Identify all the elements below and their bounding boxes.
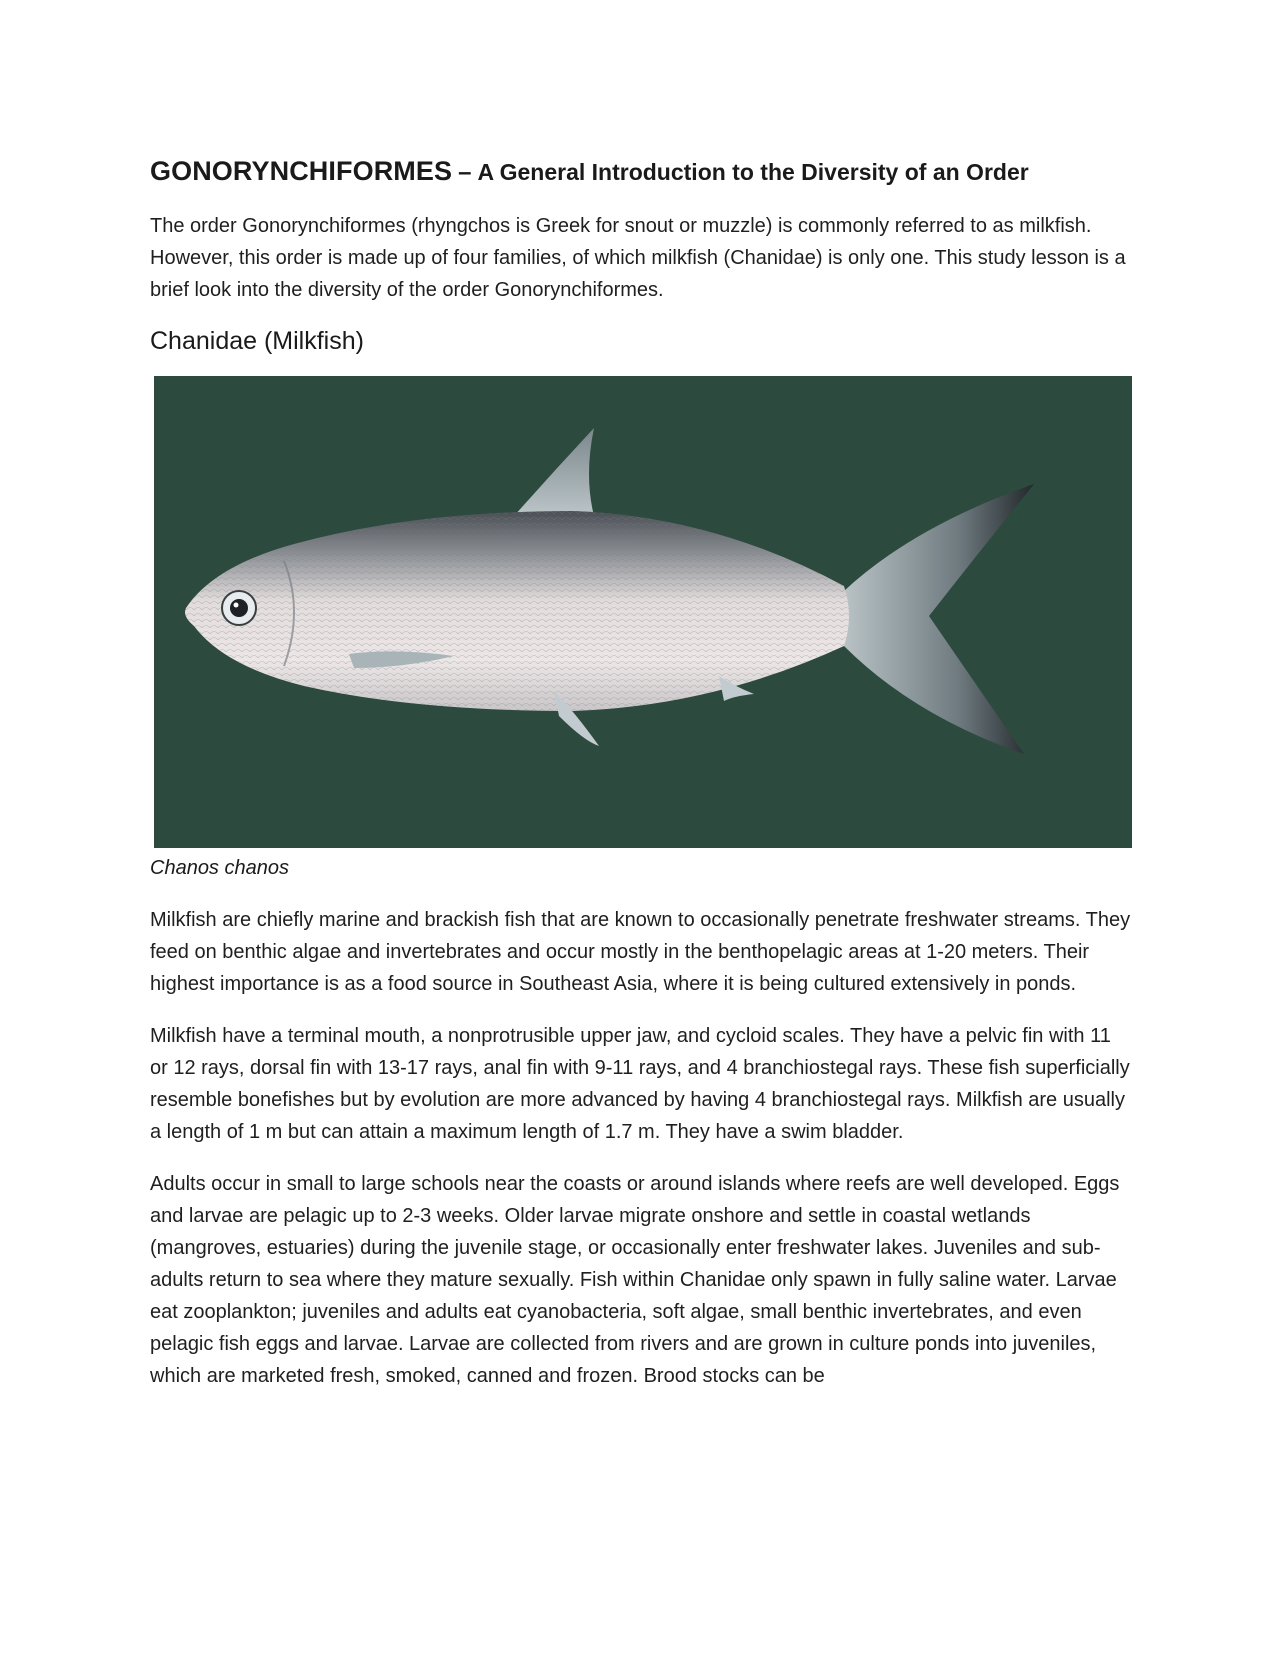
title-separator: – [458,159,472,186]
milkfish-photo [154,376,1132,848]
paragraph-habitat: Milkfish are chiefly marine and brackish fish that are known to occasionally penetrate freshwater streams. They feed on benthic algae and invertebrates and occur mostly in the benthopelagic areas at 1-20 meters. Their highest importance is as a food source in Southeast Asia, where it is being cultured extensively in ponds. [150,909,1131,996]
figure-caption: Chanos chanos [150,857,289,880]
title-main: GONORYNCHIFORMES [150,156,453,186]
paragraph-lifecycle: Adults occur in small to large schools near the coasts or around islands where reefs are well developed. Eggs and larvae are pelagic up to 2-3 weeks. Older larvae migrate onshore and settle in coastal wetlands (mangroves, estuaries) during the juvenile stage, or occasionally enter freshwater lakes. Juveniles and sub-adults return to sea where they mature sexually. Fish within Chanidae only spawn in fully saline water. Larvae eat zooplankton; juveniles and adults eat cyanobacteria, soft algae, small benthic invertebrates, and even pelagic fish eggs and larvae. Larvae are collected from rivers and are grown in culture ponds into juveniles, which are marketed fresh, smoked, canned and frozen. Brood stocks can be [150,1173,1120,1388]
milkfish-illustration [154,376,1132,848]
intro-paragraph: The order Gonorynchiformes (rhyngchos is Greek for snout or muzzle) is commonly referred to as milkfish. However, this order is made up of four families, of which milkfish (Chanidae) is only one. This study lesson is a brief look into the diversity of the order Gonorynchiformes. [150,215,1126,302]
document-page [150,150,1134,1412]
page-title [150,150,1134,188]
section-heading: Chanidae (Milkfish) [150,327,364,356]
title-subtitle: A General Introduction to the Diversity of an Order [477,159,1029,185]
paragraph-anatomy: Milkfish have a terminal mouth, a nonprotrusible upper jaw, and cycloid scales. They have a pelvic fin with 11 or 12 rays, dorsal fin with 13-17 rays, anal fin with 9-11 rays, and 4 branchiostegal rays. These fish superficially resemble bonefishes but by evolution are more advanced by having 4 branchiostegal rays. Milkfish are usually a length of 1 m but can attain a maximum length of 1.7 m. They have a swim bladder. [150,1025,1130,1144]
